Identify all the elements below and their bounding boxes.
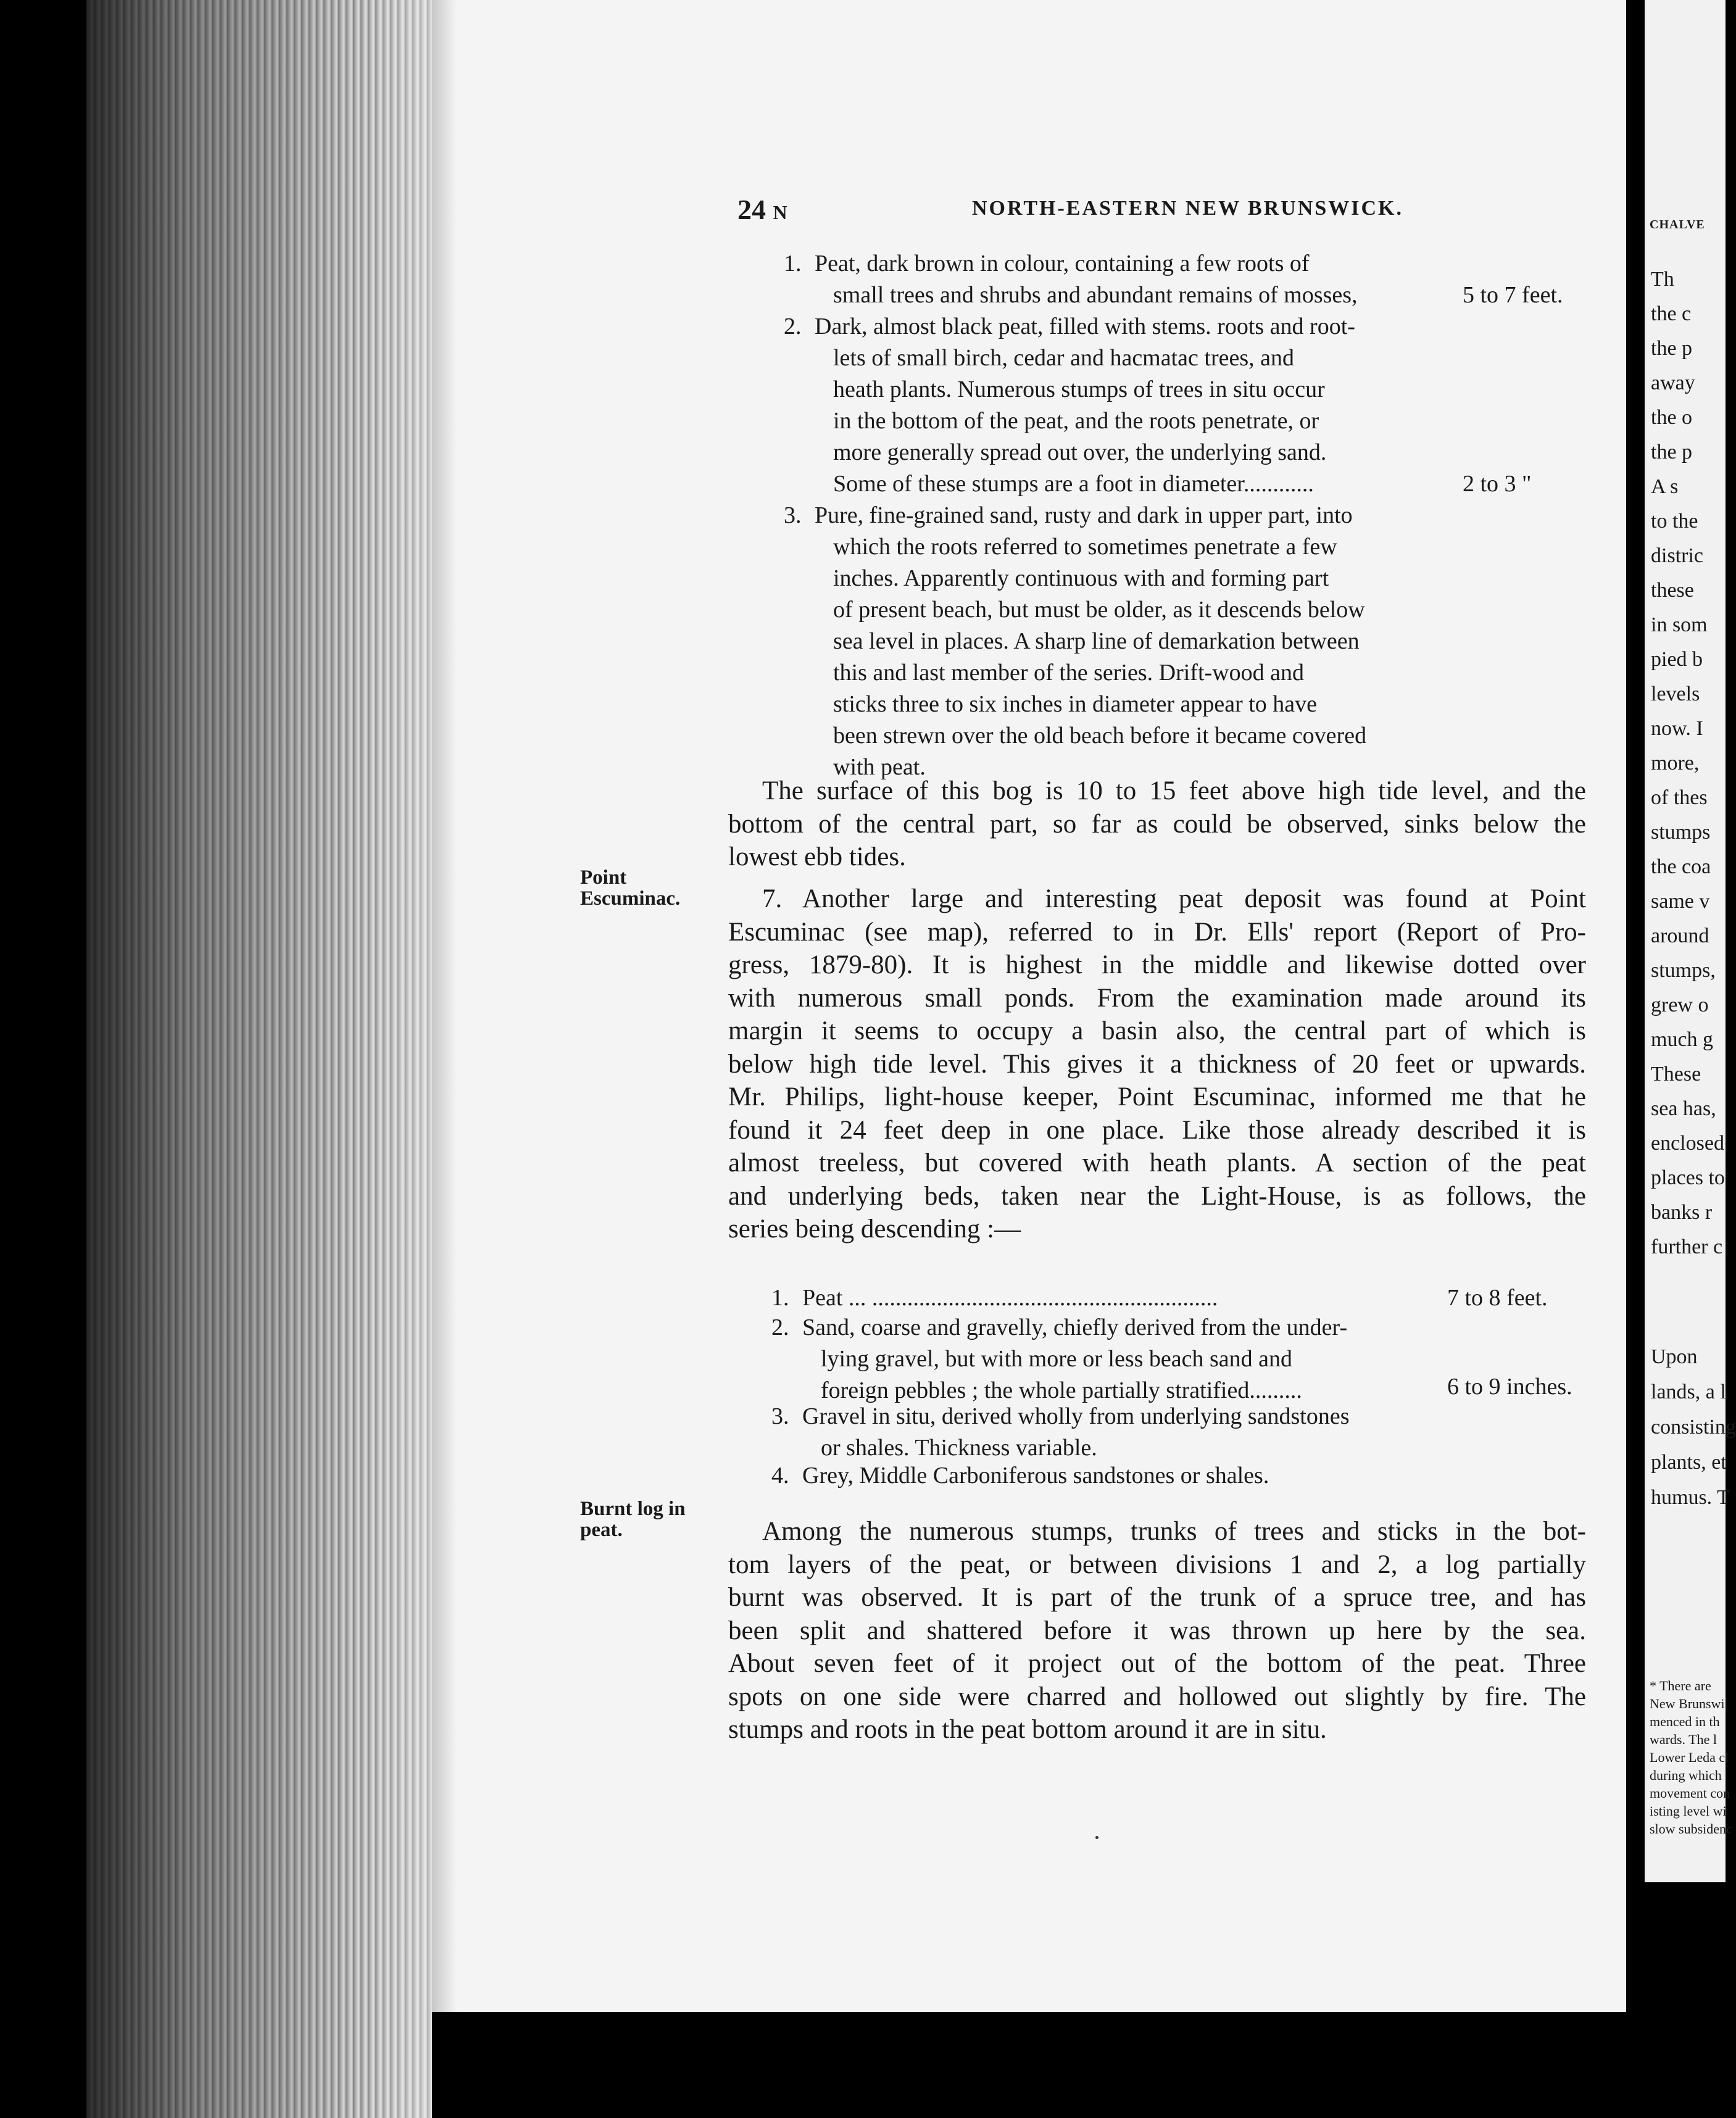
list-item-line: lets of small birch, cedar and hacmatac trees, and: [833, 345, 1294, 371]
facing-page-line: movement con: [1650, 1785, 1730, 1801]
facing-page-line: levels: [1651, 683, 1700, 705]
list-item: [771, 1460, 1269, 1492]
book-page-edges: [86, 0, 432, 2118]
facing-page-line: places to: [1651, 1166, 1725, 1189]
paragraph-bog-surface: [728, 775, 1586, 874]
facing-page-line: stumps,: [1651, 959, 1716, 982]
paragraph-line: The surface of this bog is 10 to 15 feet above high tide level, and the: [762, 776, 1586, 805]
facing-page-line: to the: [1651, 510, 1698, 533]
running-head: [737, 188, 1595, 231]
facing-page-line: New Brunswi: [1650, 1696, 1725, 1711]
page-title: NORTH-EASTERN NEW BRUNSWICK.: [972, 197, 1404, 220]
list-item-text: [802, 1401, 1350, 1464]
list-item-number: 3.: [771, 1403, 789, 1429]
paragraph-line: been split and shattered before it was thrown up here by the sea.: [728, 1616, 1586, 1645]
list-item-line: Pure, fine-grained sand, rusty and dark in upper part, into: [815, 502, 1353, 528]
facing-page-line: the c: [1651, 302, 1692, 325]
facing-page-line: grew o: [1651, 994, 1709, 1016]
facing-page-line: sea has,: [1651, 1097, 1716, 1120]
facing-page-line: plants, et: [1651, 1451, 1727, 1474]
list-item-number: 4.: [771, 1463, 789, 1489]
list-item-line: which the roots referred to sometimes penetrate a few: [833, 534, 1337, 560]
facing-page-line: of thes: [1651, 786, 1708, 809]
facing-page-line: stumps: [1651, 821, 1711, 844]
facing-page-line: These: [1651, 1063, 1701, 1086]
facing-page-line: the p: [1651, 337, 1693, 360]
list-item: [771, 1282, 1218, 1314]
facing-page-header: CHALVE: [1650, 218, 1705, 231]
facing-page-line: banks r: [1651, 1201, 1713, 1224]
list-item-line: been strewn over the old beach before it became covered: [833, 723, 1367, 749]
thickness-value: 5 to 7 feet.: [1463, 282, 1563, 308]
facing-page-line: in som: [1651, 613, 1708, 636]
list-item-line: Some of these stumps are a foot in diameter............: [833, 471, 1314, 497]
paragraph-line: with numerous small ponds. From the examination made around its: [728, 983, 1586, 1013]
list-item-number: 3.: [784, 502, 802, 528]
list-item-text: [802, 1312, 1347, 1406]
list-item-line: sticks three to six inches in diameter appear to have: [833, 691, 1318, 717]
paragraph-burnt-log: [728, 1515, 1586, 1746]
list-item: [784, 248, 1358, 311]
page-number: 24 N: [737, 194, 787, 225]
list-item-line: inches. Apparently continuous with and forming part: [833, 565, 1329, 591]
list-item-line: in the bottom of the peat, and the roots penetrate, or: [833, 408, 1319, 434]
ink-speck: [1095, 1836, 1098, 1839]
facing-page-line: during which: [1650, 1767, 1722, 1783]
list-item-line: Peat ... ...........................................................: [802, 1285, 1218, 1311]
paragraph-line: Mr. Philips, light-house keeper, Point Escuminac, informed me that he: [728, 1082, 1586, 1111]
facing-page-line: the o: [1651, 406, 1693, 429]
list-item-number: 2.: [784, 314, 802, 339]
list-item-line: with peat.: [833, 754, 926, 780]
list-item-line: lying gravel, but with more or less beach sand and: [821, 1346, 1293, 1372]
list-item: [784, 311, 1355, 500]
paragraph-line: margin it seems to occupy a basin also, the central part of which is: [728, 1016, 1586, 1045]
list-item: [771, 1312, 1347, 1406]
paragraph-line: below high tide level. This gives it a thickness of 20 feet or upwards.: [728, 1049, 1586, 1079]
list-item-line: small trees and shrubs and abundant remains of mosses,: [833, 282, 1358, 308]
list-item-number: 1.: [784, 251, 802, 276]
thickness-value: 2 to 3 ": [1463, 471, 1532, 497]
list-item-text: [802, 1282, 1218, 1314]
paragraph-line: spots on one side were charred and hollowed out slightly by fire. The: [728, 1682, 1586, 1711]
list-item-text: [815, 311, 1355, 500]
facing-page-line: now. I: [1651, 717, 1703, 740]
list-item-line: more generally spread out over, the underlying sand.: [833, 439, 1327, 465]
facing-page-line: same v: [1651, 890, 1710, 913]
facing-page-line: pied b: [1651, 648, 1703, 671]
list-item-text: [802, 1460, 1269, 1492]
list-item-line: or shales. Thickness variable.: [821, 1435, 1097, 1461]
facing-page-text-a: [1651, 262, 1725, 1265]
paragraph-point-escuminac: [728, 882, 1586, 1246]
facing-page-line: lands, a l: [1651, 1381, 1726, 1403]
facing-page-fragment: [1645, 0, 1736, 1882]
paragraph-line: series being descending :—: [728, 1215, 1021, 1244]
list-item-number: 2.: [771, 1314, 789, 1340]
facing-page-line: humus. T: [1651, 1486, 1730, 1509]
list-item: [771, 1401, 1350, 1464]
list-item-line: this and last member of the series. Drift-wood and: [833, 660, 1304, 686]
paragraph-line: Among the numerous stumps, trunks of trees and sticks in the bot-: [762, 1517, 1586, 1546]
facing-page-line: Lower Leda cl: [1650, 1750, 1729, 1765]
paragraph-line: tom layers of the peat, or between divisions 1 and 2, a log partially: [728, 1550, 1586, 1579]
facing-page-line: menced in th: [1650, 1714, 1720, 1729]
facing-page-line: these: [1651, 579, 1694, 602]
facing-page-line: enclosed: [1651, 1132, 1724, 1155]
list-item-line: sea level in places. A sharp line of demarkation between: [833, 628, 1360, 654]
facing-page-line: more,: [1651, 752, 1700, 775]
paragraph-line: gress, 1879-80). It is highest in the middle and likewise dotted over: [728, 950, 1586, 979]
paragraph-line: Escuminac (see map), referred to in Dr. Ells' report (Report of Pro-: [728, 917, 1586, 947]
facing-page-line: much g: [1651, 1028, 1714, 1051]
facing-page-line: the coa: [1651, 855, 1711, 878]
facing-page-line: A s: [1651, 475, 1679, 498]
paragraph-line: bottom of the central part, so far as could be observed, sinks below the: [728, 809, 1586, 839]
facing-page-line: * There are: [1650, 1678, 1711, 1693]
list-item-text: [815, 500, 1366, 783]
list-item-line: Sand, coarse and gravelly, chiefly derived from the under-: [802, 1314, 1348, 1340]
list-item: [784, 500, 1366, 783]
list-item-line: of present beach, but must be older, as it descends below: [833, 597, 1365, 623]
list-item-line: foreign pebbles ; the whole partially stratified.........: [821, 1377, 1302, 1403]
facing-page-line: away: [1651, 372, 1695, 394]
book-gutter: [1626, 0, 1645, 2118]
margin-note-burnt-log: Burnt log in peat.: [580, 1498, 686, 1541]
facing-page-line: Th: [1651, 268, 1674, 291]
facing-page-line: slow subsidenc: [1650, 1821, 1732, 1837]
list-item-number: 1.: [771, 1285, 789, 1311]
facing-page-line: Upon: [1651, 1345, 1698, 1368]
paragraph-line: stumps and roots in the peat bottom around it are in situ.: [728, 1715, 1327, 1744]
facing-page-line: consisting: [1651, 1416, 1736, 1439]
facing-page-line: further c: [1651, 1236, 1723, 1258]
facing-page-footnote: [1650, 1677, 1732, 1838]
thickness-value: 6 to 9 inches.: [1447, 1374, 1572, 1400]
list-item-line: Grey, Middle Carboniferous sandstones or shales.: [802, 1463, 1269, 1489]
list-item-line: Dark, almost black peat, filled with stems. roots and root-: [815, 314, 1355, 339]
facing-page-line: distric: [1651, 544, 1703, 567]
paragraph-line: burnt was observed. It is part of the trunk of a spruce tree, and has: [728, 1583, 1586, 1612]
thickness-value: 7 to 8 feet.: [1447, 1285, 1548, 1311]
list-item-line: Peat, dark brown in colour, containing a few roots of: [815, 251, 1310, 276]
paragraph-line: About seven feet of it project out of the bottom of the peat. Three: [728, 1649, 1586, 1678]
paragraph-line: and underlying beds, taken near the Light-House, is as follows, the: [728, 1181, 1586, 1211]
facing-page-line: wards. The l: [1650, 1732, 1717, 1747]
list-item-line: Gravel in situ, derived wholly from underlying sandstones: [802, 1403, 1350, 1429]
facing-page-text-b: [1651, 1339, 1736, 1515]
facing-page-line: around: [1651, 924, 1709, 947]
paragraph-line: lowest ebb tides.: [728, 842, 906, 871]
list-item-text: [815, 248, 1358, 311]
paragraph-line: almost treeless, but covered with heath plants. A section of the peat: [728, 1148, 1586, 1177]
facing-page-line: the p: [1651, 441, 1693, 463]
margin-note-point-escuminac: Point Escuminac.: [580, 866, 681, 910]
paragraph-line: found it 24 feet deep in one place. Like those already described it is: [728, 1115, 1586, 1145]
list-item-line: heath plants. Numerous stumps of trees in situ occur: [833, 376, 1325, 402]
paragraph-line: 7. Another large and interesting peat deposit was found at Point: [762, 884, 1586, 913]
facing-page-line: isting level wi: [1650, 1803, 1727, 1819]
